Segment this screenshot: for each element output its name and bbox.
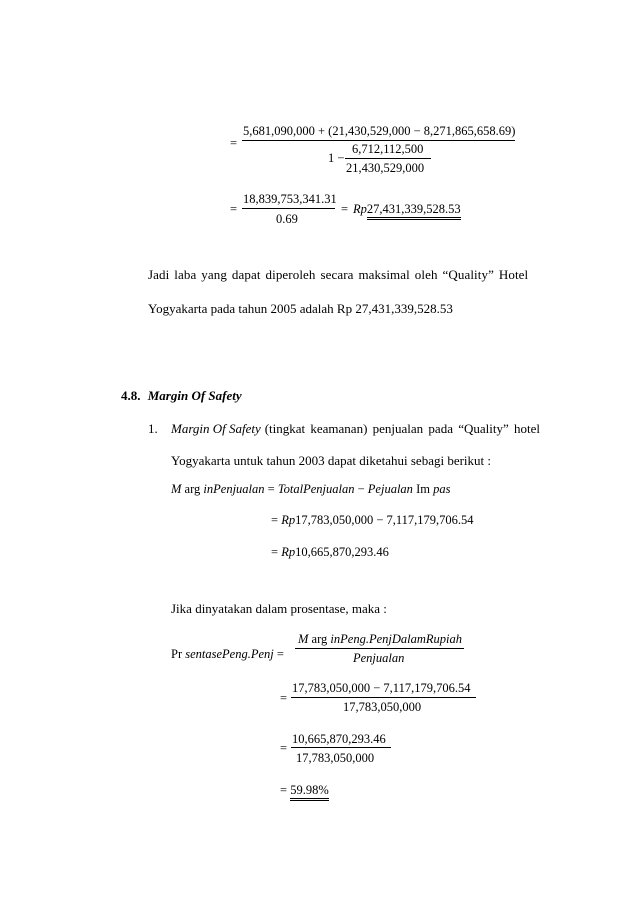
frac2-denominator: 17,783,050,000 (296, 751, 375, 765)
equals-sign: = (341, 202, 349, 216)
calc-line-1 (271, 514, 474, 527)
margin-formula (171, 483, 450, 496)
eq2-result (353, 203, 461, 216)
formula-symbol: sentasePeng.Penj (185, 647, 274, 661)
frac1-denominator: 17,783,050,000 (343, 700, 422, 714)
item-1-line-1-rest: (tingkat keamanan) penjualan pada “Quality” hotel (264, 421, 540, 436)
equals-sign: = (276, 647, 284, 661)
final-result (280, 784, 329, 797)
percentage-formula-denominator: Penjualan (353, 651, 405, 665)
frac2-numerator: 10,665,870,293.46 (292, 732, 386, 746)
equals-sign: = (271, 513, 279, 527)
formula-symbol: Pejualan (367, 482, 413, 496)
minus-sign: − (357, 482, 365, 496)
final-percentage: 59.98% (290, 783, 329, 801)
equals-sign: = (271, 545, 279, 559)
formula-symbol: arg (184, 482, 201, 496)
formula-symbol: M (171, 482, 182, 496)
frac1-fraction-bar (291, 697, 476, 698)
formula-symbol: TotalPenjualan (277, 482, 355, 496)
eq2-result-value: 27,431,339,528.53 (367, 202, 461, 220)
currency-rp: Rp (281, 513, 296, 527)
formula-symbol: M (298, 632, 309, 646)
eq1-numerator: 5,681,090,000 + (21,430,529,000 − 8,271,865,658.69) (243, 124, 516, 138)
section-number: 4.8. (121, 388, 141, 403)
frac1-numerator: 17,783,050,000 − 7,117,179,706.54 (292, 681, 471, 695)
item-1-title: Margin Of Safety (171, 421, 261, 436)
equals-sign: = (280, 741, 288, 755)
eq1-inner-numerator: 6,712,112,500 (352, 142, 424, 156)
section-heading (121, 389, 242, 402)
eq1-one-minus: 1 − (328, 151, 345, 165)
formula-symbol: Im (416, 482, 430, 496)
currency-rp: Rp (281, 545, 296, 559)
conclusion-line-2: Yogyakarta pada tahun 2005 adalah Rp 27,431,339,528.53 (148, 301, 453, 316)
item-1-line-1 (171, 422, 540, 435)
formula-symbol: Pr (171, 647, 183, 661)
formula-symbol: inPenjualan (203, 482, 265, 496)
eq2-denominator: 0.69 (276, 212, 298, 226)
conclusion-line-1 (148, 268, 540, 281)
equals-sign: = (230, 136, 238, 150)
percentage-formula-numerator (298, 633, 462, 646)
section-title: Margin Of Safety (147, 388, 242, 403)
equals-sign: = (280, 691, 288, 705)
eq2-fraction-bar (242, 208, 335, 209)
frac2-fraction-bar (291, 747, 391, 748)
equals-sign: = (230, 202, 238, 216)
equals-sign: = (280, 783, 288, 797)
percentage-formula-fraction-bar (295, 648, 464, 649)
currency-rp: Rp (353, 202, 367, 216)
item-1-line-2: Yogyakarta untuk tahun 2003 dapat diketahui sebagi berikut : (171, 453, 492, 468)
eq1-inner-denominator: 21,430,529,000 (346, 161, 425, 175)
conclusion-text-1: Jadi laba yang dapat diperoleh secara maksimal oleh “Quality” Hotel (148, 267, 529, 282)
item-1-number: 1. (148, 421, 158, 436)
percentage-intro: Jika dinyatakan dalam prosentase, maka : (171, 601, 387, 616)
eq2-numerator: 18,839,753,341.31 (243, 192, 337, 206)
percentage-formula-lhs (171, 648, 284, 661)
eq1-inner-fraction-bar (345, 158, 431, 159)
formula-symbol: inPeng.PenjDalamRupiah (330, 632, 462, 646)
equals-sign: = (267, 482, 275, 496)
calc-line-2 (271, 546, 389, 559)
eq1-main-fraction-bar (242, 140, 515, 141)
formula-symbol: pas (433, 482, 451, 496)
calc-value: 10,665,870,293.46 (295, 545, 389, 559)
formula-symbol: arg (311, 632, 328, 646)
calc-value: 17,783,050,000 − 7,117,179,706.54 (295, 513, 474, 527)
